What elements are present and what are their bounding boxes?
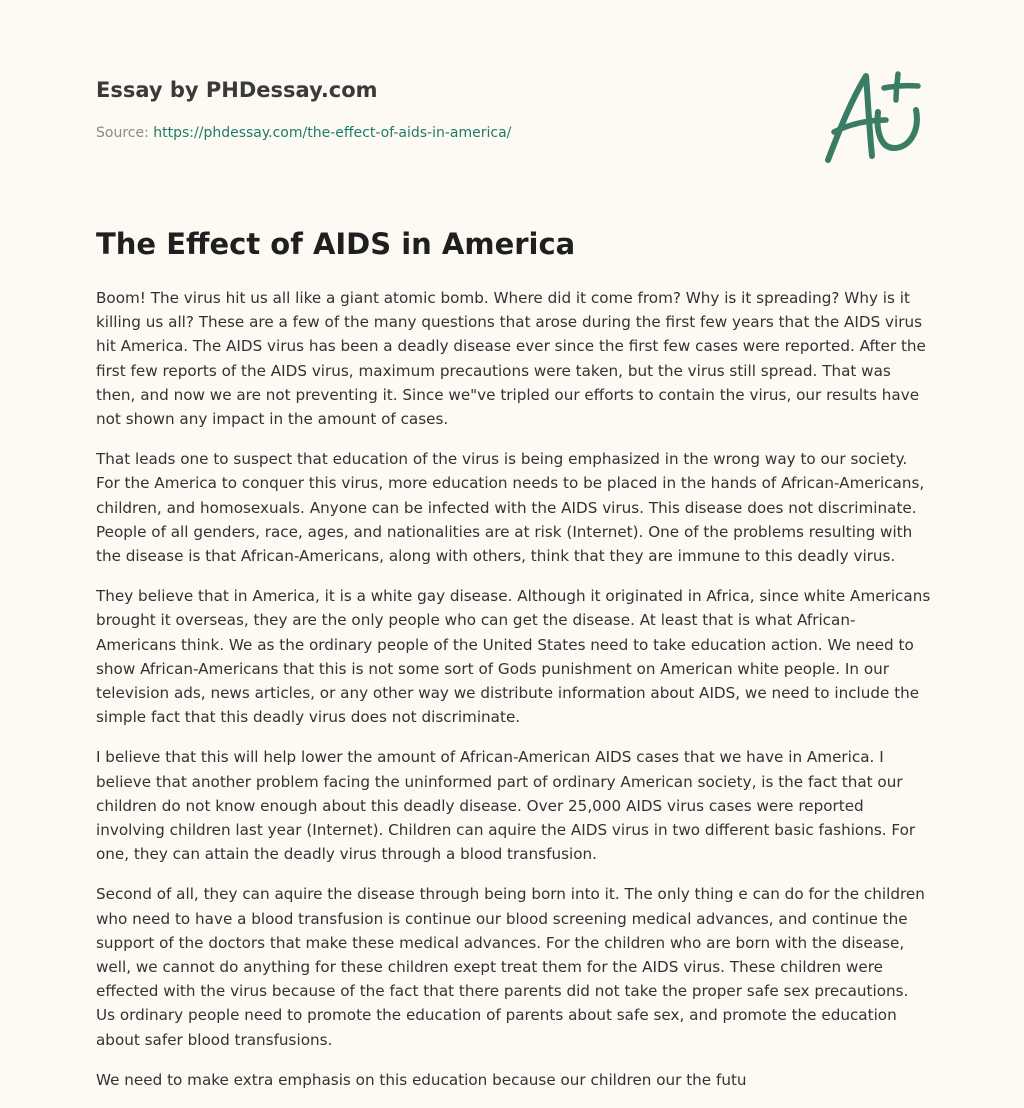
essay-paragraph: That leads one to suspect that education of the virus is being emphasized in the wrong way to our society. For the America to conquer this virus, more education needs to be placed in the hands of African-Americans, children, and homosexuals. Anyone can be infected with the AIDS virus. This disease does not discriminate. People of all genders, race, ages, and nationalities are at risk (Internet). One of the problems resulting with the disease is that African-Americans, along with others, think that they are immune to this deadly virus. [96,450,925,566]
essay-paragraph: We need to make extra emphasis on this education because our children our the futu [96,1070,747,1089]
essay-paragraph: Boom! The virus hit us all like a giant atomic bomb. Where did it come from? Why is it spreading? Why is it killing us all? These are a few of the many questions that arose during the first few years that the AIDS virus hit America. The AIDS virus has been a deadly disease ever since the first few cases were reported. After the first few reports of the AIDS virus, maximum precautions were taken, but the virus still spread. That was then, and now we are not preventing it. Since we"ve tripled our efforts to contain the virus, our results have not shown any impact in the amount of cases. [96,289,926,429]
site-brand: Essay by PHDessay.com [96,78,378,102]
essay-paragraph: I believe that this will help lower the amount of African-American AIDS cases that we have in America. I believe that another problem facing the uninformed part of ordinary American society, is the fact that our children do not know enough about this deadly disease. Over 25,000 AIDS virus cases were reported involving children last year (Internet). Children can aquire the AIDS virus in two different basic fashions. For one, they can attain the deadly virus through a blood transfusion. [96,748,916,864]
essay-paragraph: They believe that in America, it is a white gay disease. Although it originated in Africa, since white Americans brought it overseas, they are the only people who can get the disease. At least that is what African-Americans think. We as the ordinary people of the United States need to take education action. We need to show African-Americans that this is not some sort of Gods punishment on American white people. In our television ads, news articles, or any other way we distribute information about AIDS, we need to include the simple fact that this deadly virus does not discriminate. [96,587,931,727]
essay-title: The Effect of AIDS in America [96,227,576,261]
source-link[interactable]: https://phdessay.com/the-effect-of-aids-in-america/ [153,125,512,141]
a-plus-logo-icon [820,64,932,168]
essay-body [96,286,932,1108]
essay-paragraph: Second of all, they can aquire the disease through being born into it. The only thing e can do for the children who need to have a blood transfusion is continue our blood screening medical advances, and continue the support of the doctors that make these medical advances. For the children who are born with the disease, well, we cannot do anything for these children exept treat them for the AIDS virus. These children were effected with the virus because of the fact that there parents did not take the proper safe sex precautions. Us ordinary people need to promote the education of parents about safe sex, and promote the education about safer blood transfusions. [96,885,925,1049]
essay-header [96,76,796,141]
source-label: Source: [96,125,149,141]
source-line [96,123,511,143]
